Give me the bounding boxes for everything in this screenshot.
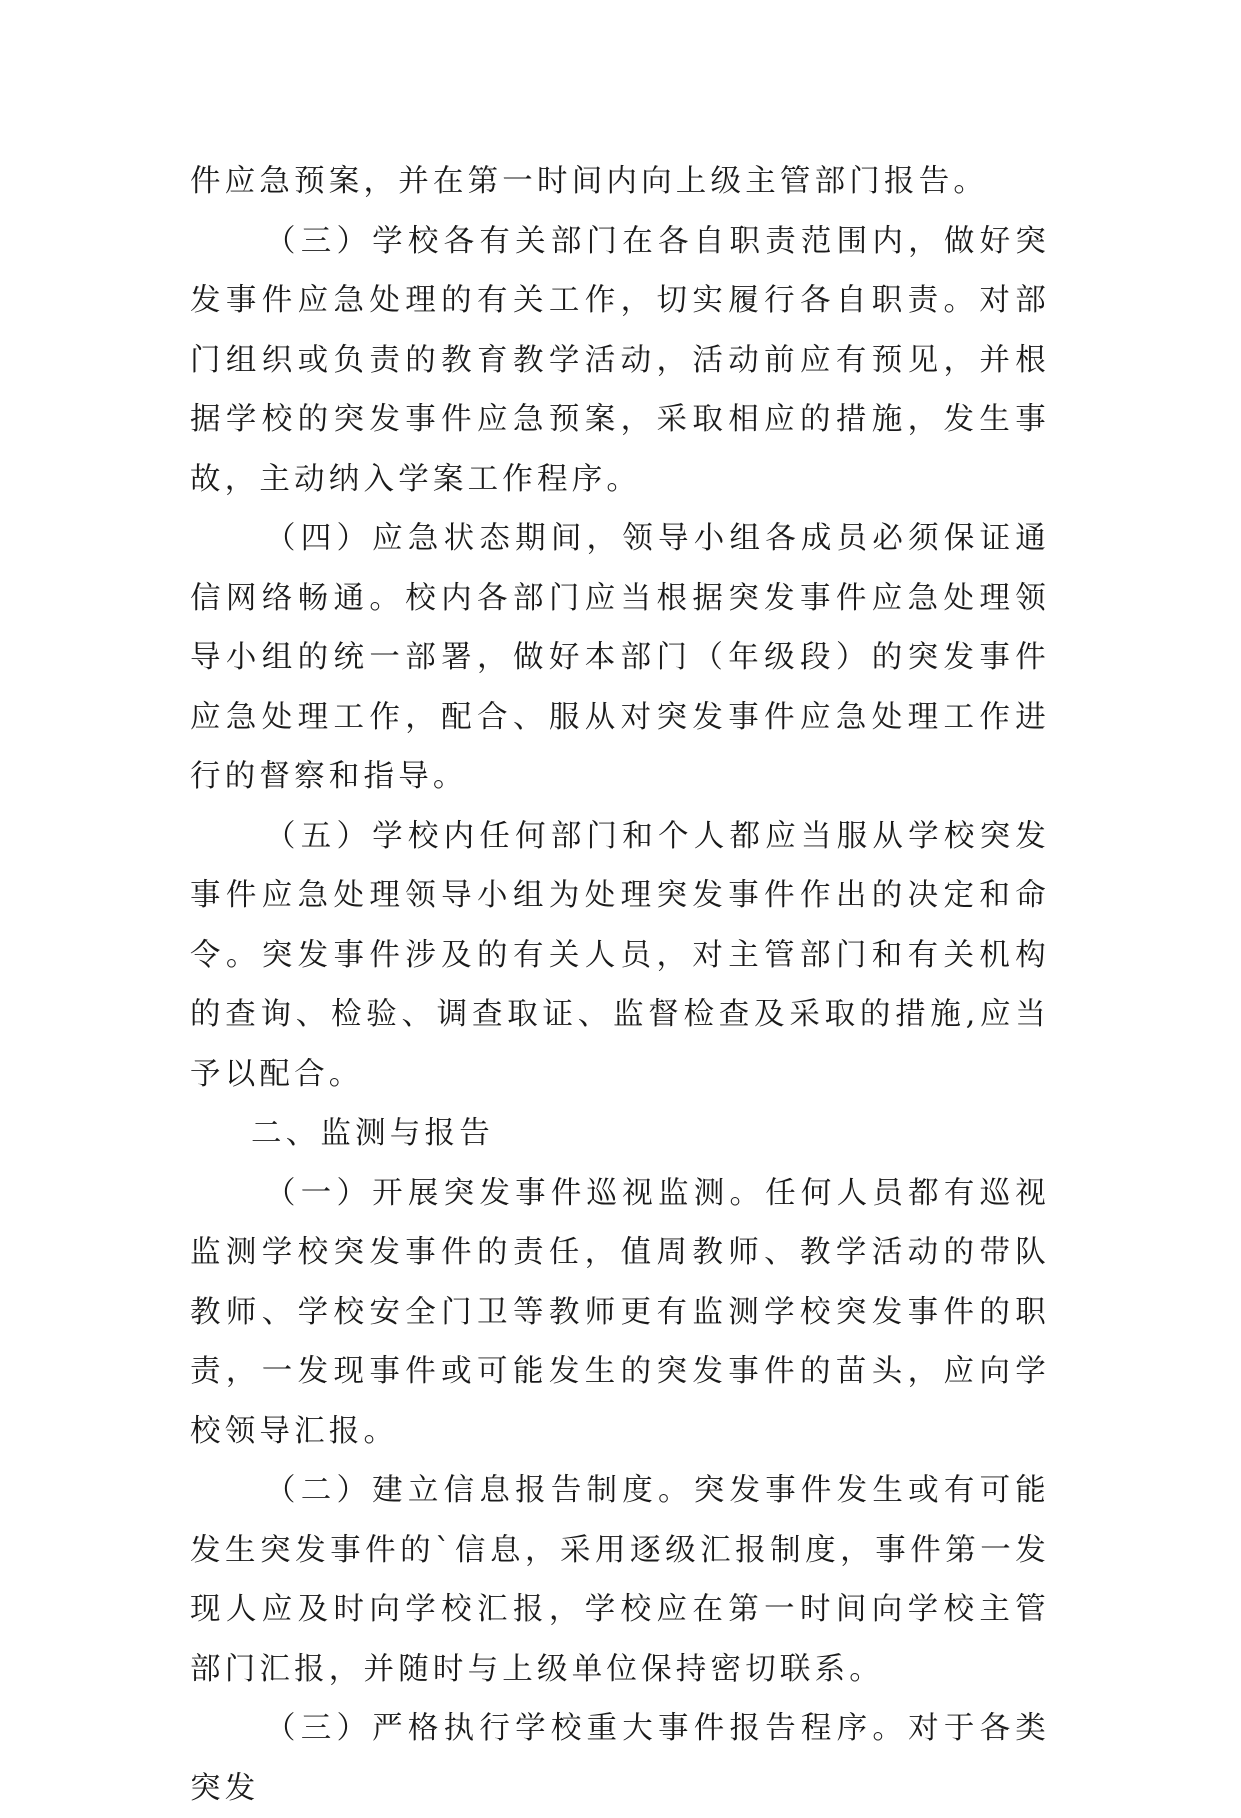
document-body <box>190 152 1050 1818</box>
section-heading-monitoring-and-reporting: 二、监测与报告 <box>251 1116 494 1151</box>
paragraph-continuation: 件应急预案，并在第一时间内向上级主管部门报告。 <box>190 164 989 199</box>
paragraph-monitoring-2-reporting-system: （二）建立信息报告制度。突发事件发生或有可能发生突发事件的`信息，采用逐级汇报制度，事件第一发现人应及时向学校汇报，学校应在第一时间向学校主管部门汇报，并随时与上级单位保持密切联系。 <box>190 1473 1050 1687</box>
paragraph-section-4-emergency-state: （四）应急状态期间，领导小组各成员必须保证通信网络畅通。校内各部门应当根据突发事件应急处理领导小组的统一部署，做好本部门（年级段）的突发事件应急处理工作，配合、服从对突发事件应急处理工作进行的督察和指导。 <box>190 521 1050 794</box>
paragraph-monitoring-3-procedure: （三）严格执行学校重大事件报告程序。对于各类突发 <box>190 1711 1050 1806</box>
paragraph-section-3-departments: （三）学校各有关部门在各自职责范围内，做好突发事件应急处理的有关工作，切实履行各自职责。对部门组织或负责的教育教学活动，活动前应有预见，并根据学校的突发事件应急预案，采取相应的措施，发生事故，主动纳入学案工作程序。 <box>190 223 1050 497</box>
paragraph-section-5-obey-decisions: （五）学校内任何部门和个人都应当服从学校突发事件应急处理领导小组为处理突发事件作出的决定和命令。突发事件涉及的有关人员，对主管部门和有关机构的查询、检验、调查取证、监督检查及采取的措施,应当予以配合。 <box>190 818 1050 1092</box>
paragraph-monitoring-1-patrol: （一）开展突发事件巡视监测。任何人员都有巡视监测学校突发事件的责任，值周教师、教学活动的带队教师、学校安全门卫等教师更有监测学校突发事件的职责，一发现事件或可能发生的突发事件的苗头，应向学校领导汇报。 <box>190 1175 1050 1449</box>
